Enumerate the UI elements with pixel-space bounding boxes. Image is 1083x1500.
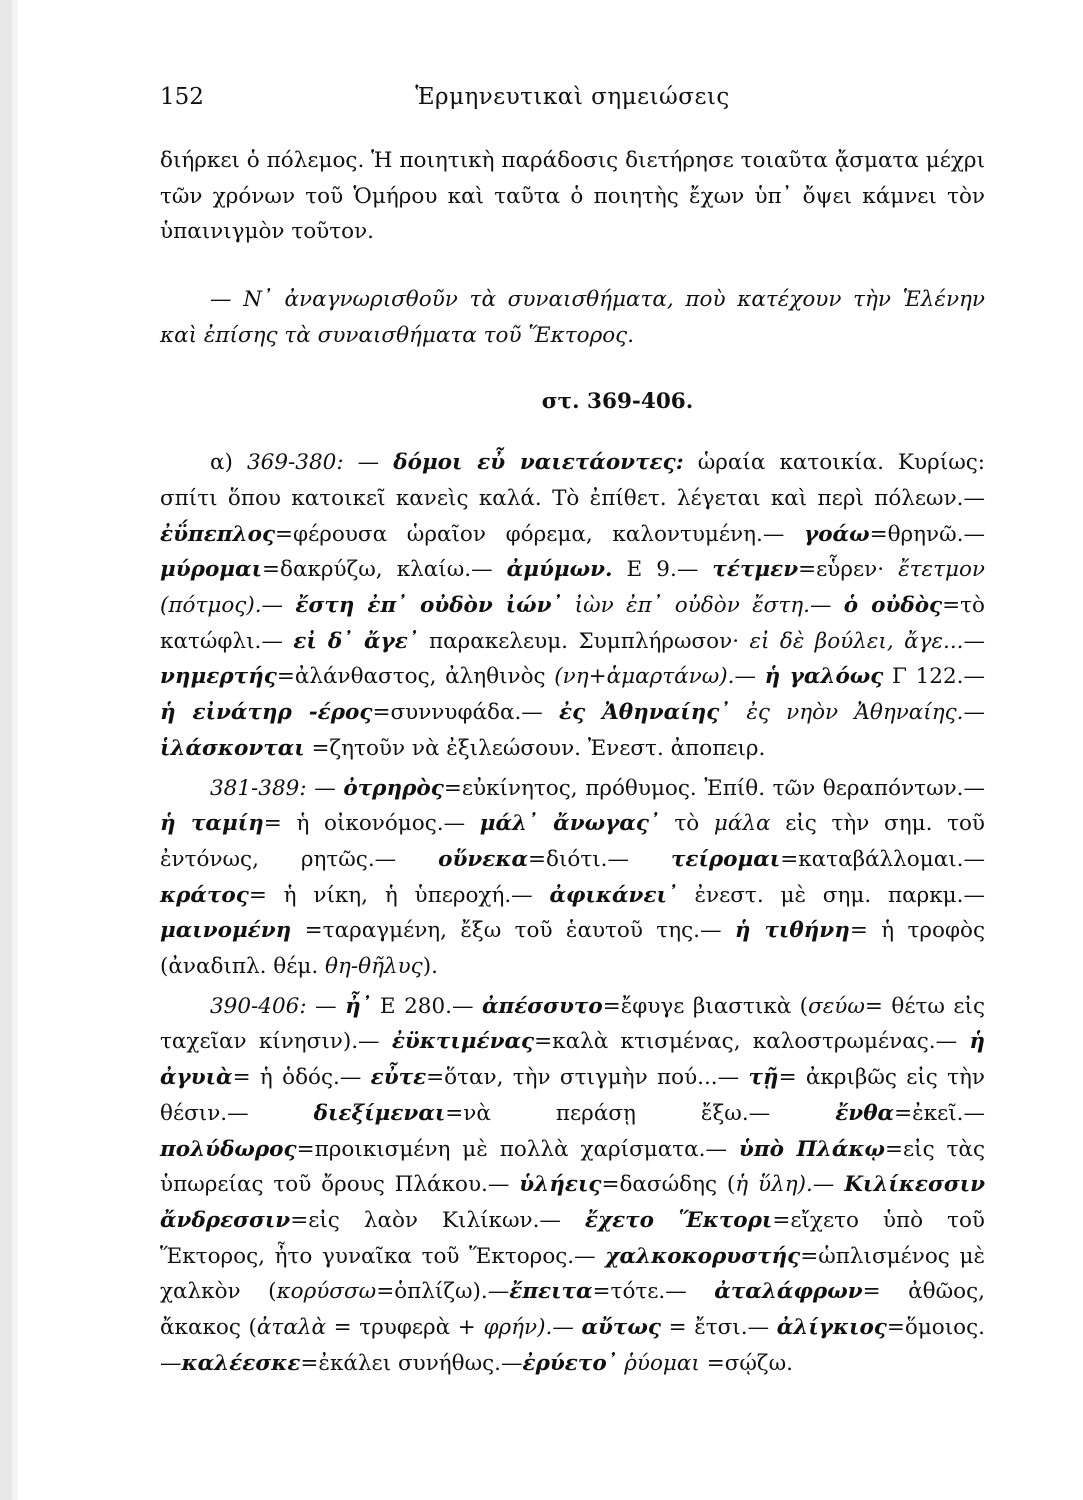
note-fragment: =φέρουσα ὡραῖον φόρεμα, καλοντυμένη.— bbox=[275, 521, 805, 547]
note-fragment: οὕνεκα bbox=[438, 846, 529, 872]
note-fragment: γοάω bbox=[804, 521, 870, 547]
notes-390-406 bbox=[160, 989, 985, 1382]
note-fragment: — bbox=[809, 593, 844, 619]
note-fragment: ἀταλὰ bbox=[256, 1315, 326, 1341]
note-fragment: = ἔτσι.— bbox=[660, 1315, 777, 1341]
note-fragment: = ἡ ὁδός.— bbox=[232, 1065, 371, 1091]
note-fragment: ἐρύετο᾿ bbox=[522, 1350, 618, 1376]
task-paragraph bbox=[160, 282, 985, 353]
note-fragment: εἰ δ᾿ ἄγε᾿ bbox=[293, 628, 419, 654]
note-fragment: =τότε.— bbox=[592, 1279, 715, 1305]
note-fragment: =τὸ κατώφλι.— bbox=[160, 593, 985, 654]
note-fragment: =ταραγμένη, ἔξω τοῦ ἑαυτοῦ της.— bbox=[291, 918, 735, 944]
note-fragment: ἡ εἰνάτηρ -έρος bbox=[160, 700, 373, 726]
note-fragment: =ἔφυγε βιαστικὰ ( bbox=[602, 993, 809, 1019]
note-fragment: ἀμύμων. bbox=[506, 557, 613, 583]
note-fragment: ἡ ὕλη). bbox=[735, 1172, 813, 1198]
note-fragment: =θρηνῶ.— bbox=[869, 521, 985, 547]
note-fragment: — bbox=[734, 664, 765, 690]
note-fragment: ἀπέσσυτο bbox=[481, 993, 603, 1019]
binding-shadow bbox=[0, 0, 12, 1500]
note-fragment: =ἐκάλει συνήθως.— bbox=[300, 1350, 523, 1376]
binding-edge bbox=[12, 0, 18, 1500]
note-fragment: ἐΰπεπλος bbox=[160, 521, 276, 547]
note-fragment: κράτος bbox=[160, 882, 249, 908]
note-fragment: =ζητοῦν νὰ ἐξιλεώσουν. Ἐνεστ. ἀποπειρ. bbox=[304, 735, 766, 761]
note-fragment: (νη+ἁμαρτάνω). bbox=[554, 664, 735, 690]
note-fragment: = ἡ οἰκονόμος.— bbox=[263, 811, 480, 837]
note-fragment: ὁ οὐδὸς bbox=[843, 593, 943, 619]
note-fragment: 390-406: bbox=[210, 993, 307, 1019]
note-fragment: ). bbox=[422, 954, 438, 980]
note-fragment: εἰ δὲ βούλει, ἄγε... bbox=[749, 628, 964, 654]
note-fragment: διεξίμεναι bbox=[313, 1100, 446, 1126]
running-title: Ἑρμηνευτικαὶ σημειώσεις bbox=[415, 84, 730, 110]
note-fragment: μάλ᾿ ἄνωγας᾿ bbox=[479, 811, 660, 837]
notes-369-380 bbox=[160, 445, 985, 766]
intro-paragraph: διήρκει ὁ πόλεμος. Ἡ ποιητικὴ παράδοσις διετήρησε τοιαῦτα ᾄσματα μέχρι τῶν χρόνων τοῦ Ὁμήρου καὶ ταῦτα ὁ ποιητὴς ἔχων ὑπ᾿ ὄψει κάμνει τὸν ὑπαινιγμὸν τοῦτον. bbox=[160, 148, 985, 245]
note-fragment: μύρομαι bbox=[160, 557, 262, 583]
note-fragment: — bbox=[306, 775, 344, 801]
note-fragment: =ὡπλισμένος μὲ χαλκὸν ( bbox=[160, 1243, 986, 1305]
note-fragment: εἰς τὴν σημ. τοῦ ἐντόνως, ρητῶς.— bbox=[160, 811, 985, 872]
note-fragment: — bbox=[812, 1172, 845, 1198]
note-fragment: — bbox=[552, 1315, 582, 1341]
note-fragment: καλέεσκε bbox=[181, 1350, 301, 1376]
notes-381-389 bbox=[160, 771, 985, 985]
note-fragment: ἐς νηὸν Ἀθηναίης. bbox=[746, 700, 964, 726]
note-fragment: ἔπειτα bbox=[509, 1279, 593, 1305]
note-fragment: ἱλάσκονται bbox=[160, 735, 305, 761]
note-fragment: ὑλήεις bbox=[519, 1172, 602, 1198]
note-fragment: =ὅταν, τὴν στιγμὴν πού...— bbox=[426, 1065, 749, 1091]
note-fragment: =σῴζω. bbox=[699, 1350, 793, 1376]
note-fragment: ἐς Ἀθηναίης᾿ bbox=[559, 700, 731, 726]
note-fragment: = θέτω εἰς ταχεῖαν κίνησιν).— bbox=[160, 993, 985, 1055]
note-fragment: — bbox=[306, 993, 346, 1019]
note-fragment: =προικισμένη μὲ πολλὰ χαρίσματα.— bbox=[296, 1136, 739, 1162]
note-fragment: μαινομένη bbox=[160, 918, 292, 944]
note-fragment: Γ 122.— bbox=[883, 664, 985, 690]
note-fragment: =συννυφάδα.— bbox=[372, 700, 560, 726]
note-fragment bbox=[562, 593, 574, 618]
task-text: — Ν᾿ ἀναγνωρισθοῦν τὰ συναισθήματα, ποὺ κατέχουν τὴν Ἑλένην καὶ ἐπίσης τὰ συναισθήματα τοῦ Ἕκτορος. bbox=[160, 287, 985, 348]
note-fragment: εὖτε bbox=[370, 1065, 427, 1091]
note-fragment: θη-θῆλυς bbox=[325, 954, 423, 980]
note-fragment: — bbox=[343, 450, 394, 476]
note-fragment: = ἡ νίκη, ἡ ὑπεροχή.— bbox=[248, 882, 550, 908]
note-fragment: α) bbox=[210, 450, 247, 476]
note-fragment: ἡ γαλόως bbox=[764, 664, 884, 690]
note-fragment: =εἰς τὰς ὑπωρείας τοῦ ὄρους Πλάκου.— bbox=[160, 1136, 985, 1198]
note-fragment: =καλὰ κτισμένας, καλοστρωμένας.— bbox=[534, 1029, 970, 1055]
note-fragment: ὑπὸ Πλάκῳ bbox=[738, 1136, 885, 1162]
note-fragment: =διότι.— bbox=[528, 846, 671, 872]
note-fragment: μάλα bbox=[713, 811, 771, 837]
note-fragment: τέτμεν bbox=[712, 557, 799, 583]
note-fragment: Ε 9.— bbox=[612, 557, 713, 583]
note-fragment: — bbox=[261, 593, 296, 619]
note-fragment: ὀτρηρὸς bbox=[343, 775, 444, 801]
note-fragment: ἡ ταμίη bbox=[160, 811, 264, 837]
note-fragment: ῥύομαι bbox=[624, 1350, 700, 1376]
note-fragment: ἔστη ἐπ᾿ οὐδὸν ἰών᾿ bbox=[295, 593, 563, 619]
note-fragment: ἔτετμον (πότμος). bbox=[160, 557, 985, 619]
note-fragment: =εἰς λαὸν Κιλίκων.— bbox=[290, 1207, 585, 1233]
note-fragment: = ἡ τροφὸς (ἀναδιπλ. θέμ. bbox=[160, 918, 985, 980]
note-fragment: ἡ ἀγυιὰ bbox=[160, 1029, 986, 1091]
note-fragment: νημερτής bbox=[160, 664, 277, 690]
note-fragment: =ὅμοιος.— bbox=[160, 1315, 986, 1376]
note-fragment: χαλκοκορυστής bbox=[605, 1243, 801, 1269]
note-fragment: = ἀκριβῶς εἰς τὴν θέσιν.— bbox=[160, 1065, 985, 1126]
running-header bbox=[160, 84, 985, 118]
note-fragment: 381-389: bbox=[210, 775, 307, 801]
note-fragment: ἦ᾿ bbox=[345, 993, 372, 1019]
note-fragment: — bbox=[963, 700, 985, 726]
note-fragment: =ἀλάνθαστος, ἀληθινὸς bbox=[276, 664, 555, 690]
note-fragment: παρακελευμ. Συμπλήρωσον· bbox=[418, 628, 750, 654]
note-fragment: ἡ τιθήνη bbox=[734, 918, 850, 944]
note-fragment: =εὐκίνητος, πρόθυμος. Ἐπίθ. τῶν θεραπόντων.— bbox=[443, 775, 985, 801]
note-fragment: τείρομαι bbox=[670, 846, 781, 872]
note-fragment: = τρυφερὰ + bbox=[325, 1315, 484, 1341]
note-fragment: ἐϋκτιμένας bbox=[391, 1029, 535, 1055]
note-fragment: ὡραία κατοικία. Κυρίως: σπίτι ὅπου κατοικεῖ κανεὶς καλά. Τὸ ἐπίθετ. λέγεται καὶ περὶ πόλεων.— bbox=[160, 450, 986, 511]
note-fragment: =καταβάλλομαι.— bbox=[780, 846, 985, 872]
note-fragment: =εὗρεν· bbox=[798, 557, 899, 583]
note-fragment bbox=[730, 700, 746, 725]
note-fragment: ἐνεστ. μὲ σημ. παρκμ.— bbox=[677, 882, 985, 908]
page-body bbox=[160, 143, 985, 1382]
note-fragment: =δακρύζω, κλαίω.— bbox=[261, 557, 507, 583]
section-heading: στ. 369-406. bbox=[541, 388, 694, 414]
note-fragment: τὸ bbox=[659, 811, 714, 837]
note-fragment: ἰὼν ἐπ᾿ οὐδὸν ἔστη. bbox=[574, 593, 810, 619]
note-fragment: αὔτως bbox=[581, 1315, 661, 1341]
note-fragment: ἔχετο Ἕκτορι bbox=[584, 1207, 773, 1233]
note-fragment: =ἐκεῖ.— bbox=[894, 1100, 985, 1126]
note-fragment: =ὁπλίζω).— bbox=[376, 1279, 510, 1305]
note-fragment: δόμοι εὖ ναιετάοντες: bbox=[393, 450, 684, 476]
note-fragment: — bbox=[963, 628, 985, 654]
note-fragment: Ε 280.— bbox=[371, 993, 482, 1019]
note-fragment: κορύσσω bbox=[276, 1279, 377, 1305]
page-number: 152 bbox=[160, 84, 204, 110]
note-fragment: Κιλίκεσσιν ἄνδρεσσιν bbox=[160, 1172, 986, 1233]
note-fragment: =δασώδης ( bbox=[601, 1172, 736, 1198]
note-fragment: ἀλίγκιος bbox=[776, 1315, 887, 1341]
note-fragment: πολύδωρος bbox=[160, 1136, 297, 1162]
note-fragment: =εἴχετο ὑπὸ τοῦ Ἕκτορος, ἦτο γυναῖκα τοῦ Ἕκτορος.— bbox=[160, 1207, 985, 1269]
note-fragment: σεύω bbox=[808, 993, 865, 1019]
note-fragment: ἀταλάφρων bbox=[714, 1279, 863, 1305]
note-fragment: 369-380: bbox=[247, 450, 344, 476]
note-fragment: ἔνθα bbox=[835, 1100, 895, 1126]
note-fragment: =νὰ περάσῃ ἔξω.— bbox=[445, 1100, 836, 1126]
note-fragment: τῇ bbox=[748, 1065, 779, 1091]
note-fragment: ἀφικάνει᾿ bbox=[549, 882, 678, 908]
note-fragment: = ἀθῶος, ἄκακος ( bbox=[160, 1279, 985, 1341]
note-fragment: φρήν). bbox=[483, 1315, 553, 1341]
